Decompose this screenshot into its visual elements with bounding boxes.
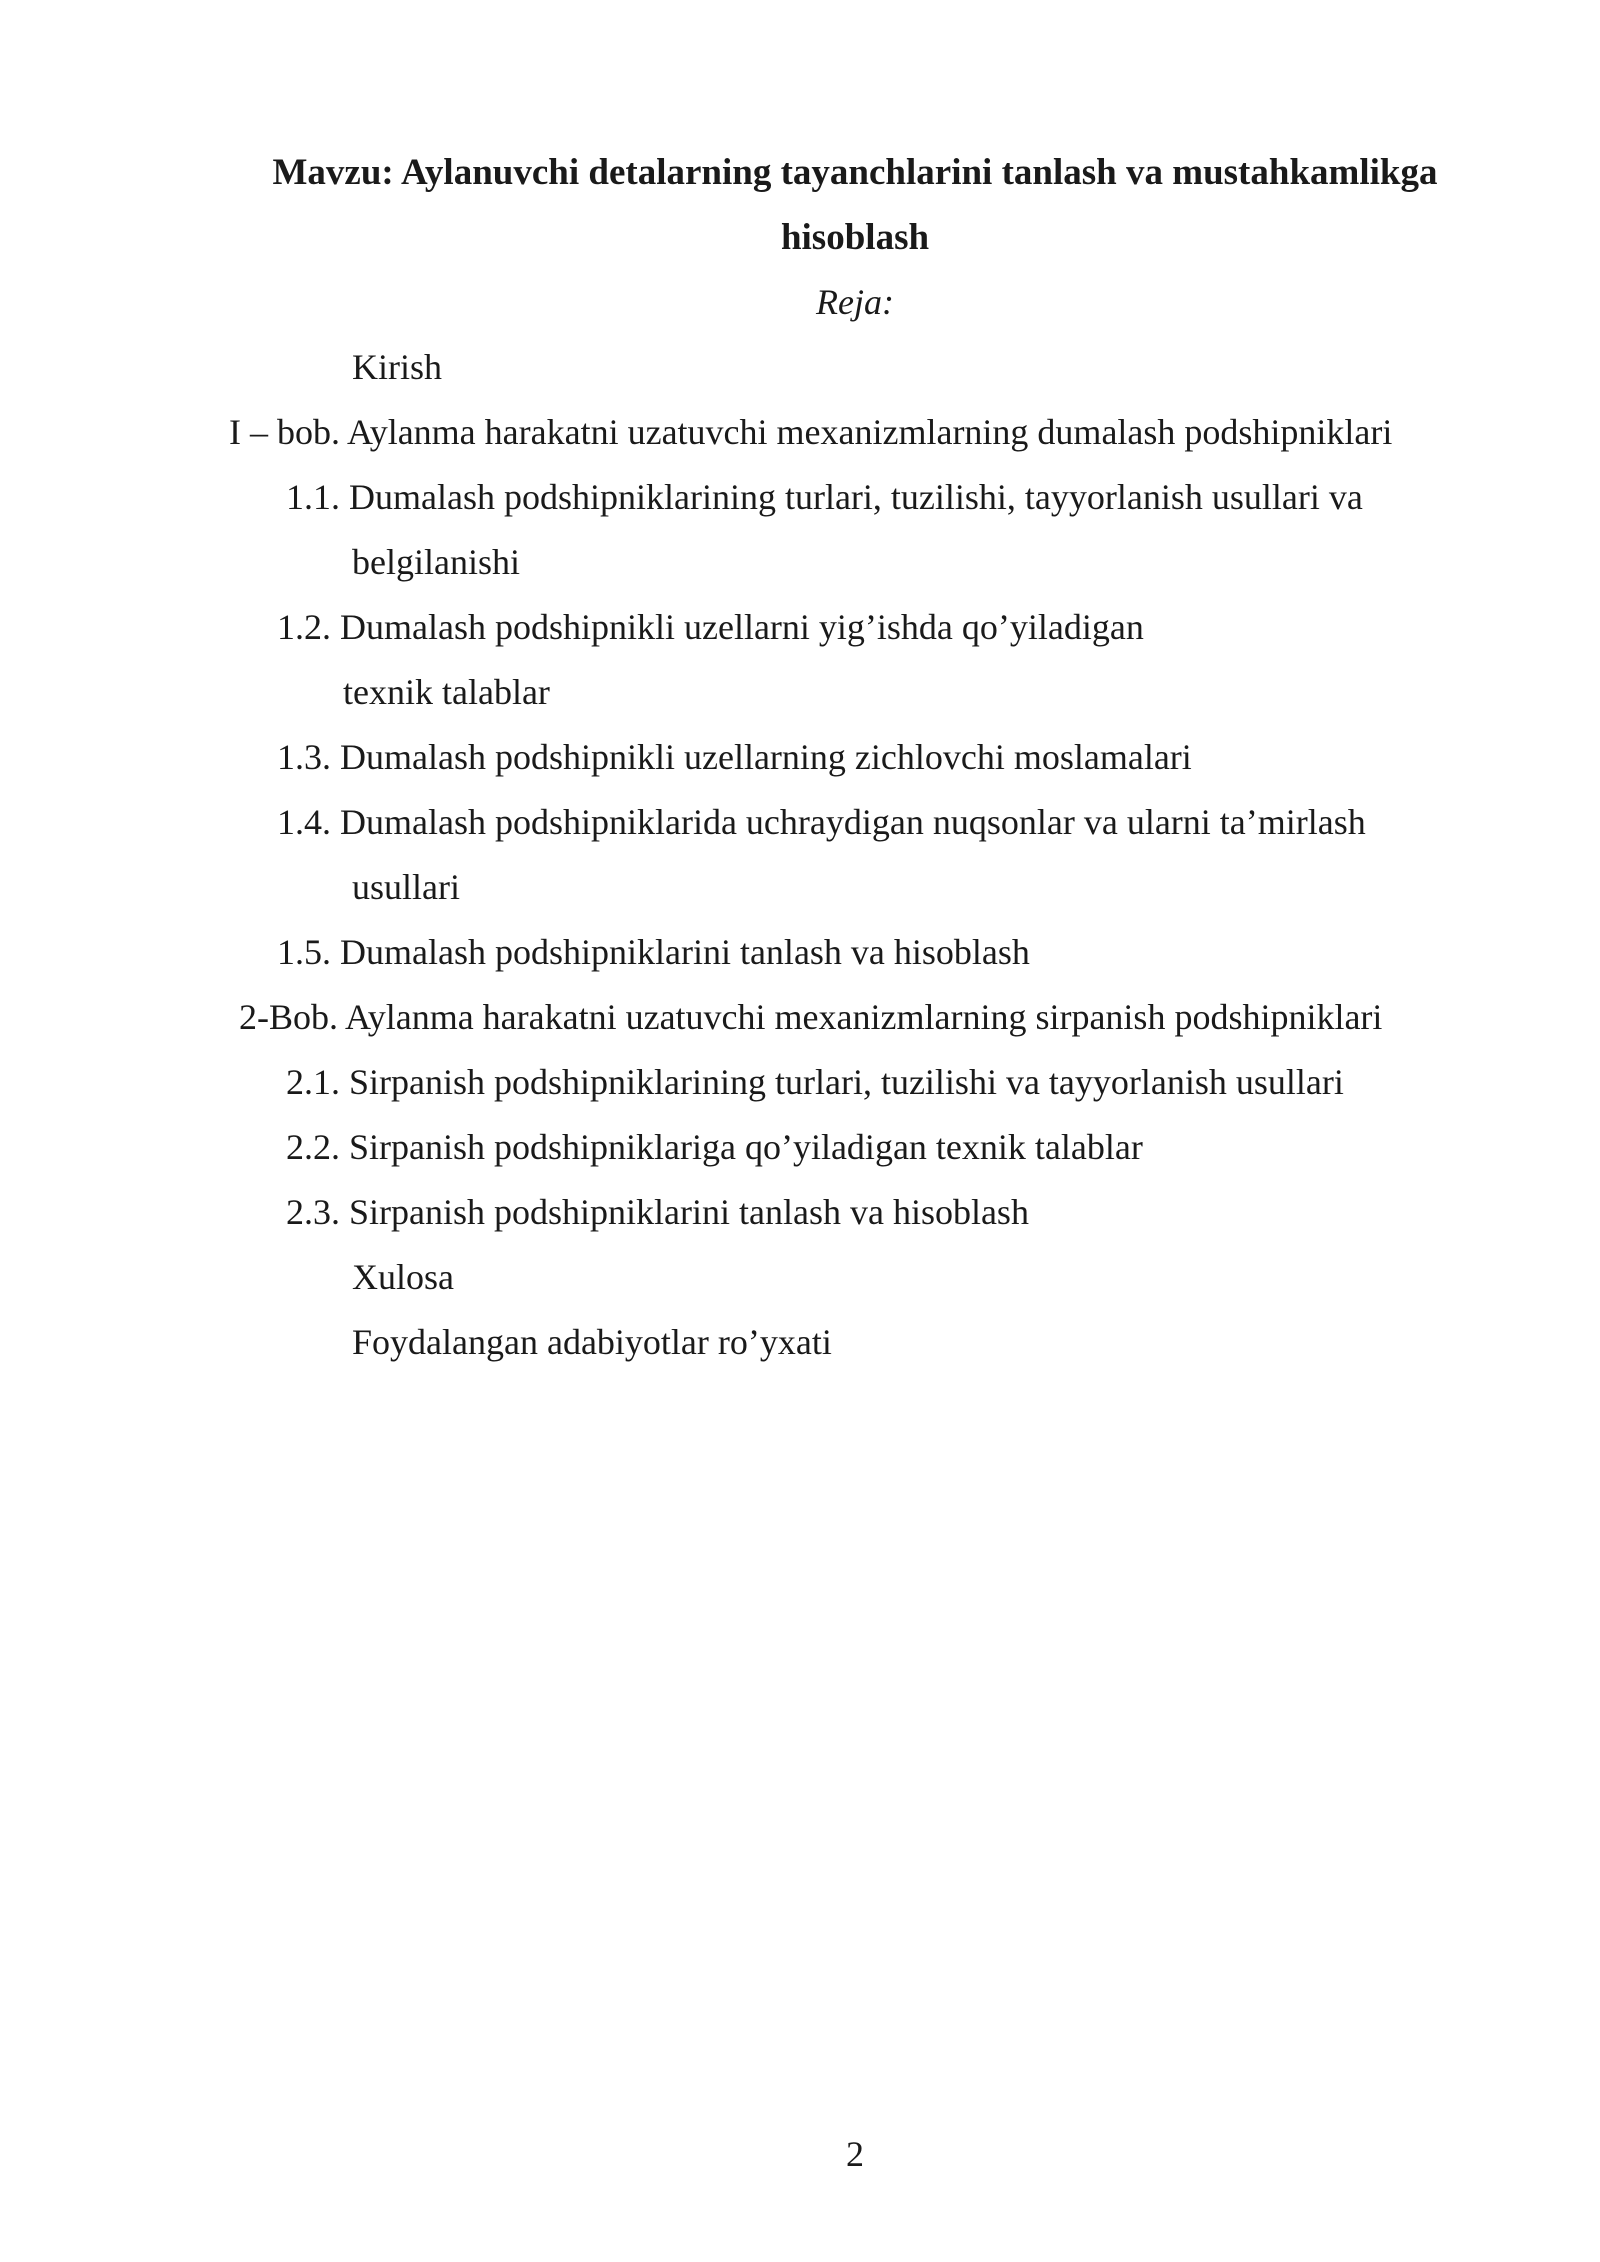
toc-section-2-1: 2.1. Sirpanish podshipniklarining turlari, tuzilishi va tayyorlanish usullari: [286, 1062, 1344, 1102]
document-title-line-2: hisoblash: [780, 217, 930, 258]
toc-section-1-1: 1.1. Dumalash podshipniklarining turlari, tuzilishi, tayyorlanish usullari va: [286, 477, 1363, 517]
plan-heading: Reja:: [816, 282, 894, 322]
toc-conclusion: Xulosa: [352, 1257, 454, 1297]
toc-section-1-5: 1.5. Dumalash podshipniklarini tanlash va hisoblash: [277, 932, 1030, 972]
toc-chapter-1: I – bob. Aylanma harakatni uzatuvchi mexanizmlarning dumalash podshipniklari: [229, 412, 1393, 452]
toc-section-1-4-continued: usullari: [352, 867, 460, 907]
toc-section-1-1-continued: belgilanishi: [352, 542, 520, 582]
toc-section-2-3: 2.3. Sirpanish podshipniklarini tanlash va hisoblash: [286, 1192, 1029, 1232]
toc-chapter-2: 2-Bob. Aylanma harakatni uzatuvchi mexanizmlarning sirpanish podshipniklari: [239, 997, 1383, 1037]
toc-section-1-2-continued: texnik talablar: [343, 672, 550, 712]
toc-section-1-3: 1.3. Dumalash podshipnikli uzellarning zichlovchi moslamalari: [277, 737, 1192, 777]
toc-intro: Kirish: [352, 347, 442, 387]
page-number: 2: [846, 2134, 864, 2174]
toc-section-1-4: 1.4. Dumalash podshipniklarida uchraydigan nuqsonlar va ularni ta’mirlash: [277, 802, 1366, 842]
document-title-line-1: Mavzu: Aylanuvchi detalarning tayanchlarini tanlash va mustahkamlikga: [272, 152, 1438, 193]
toc-section-1-2: 1.2. Dumalash podshipnikli uzellarni yig’ishda qo’yiladigan: [277, 607, 1144, 647]
toc-references: Foydalangan adabiyotlar ro’yxati: [352, 1322, 832, 1362]
toc-section-2-2: 2.2. Sirpanish podshipniklariga qo’yiladigan texnik talablar: [286, 1127, 1143, 1167]
